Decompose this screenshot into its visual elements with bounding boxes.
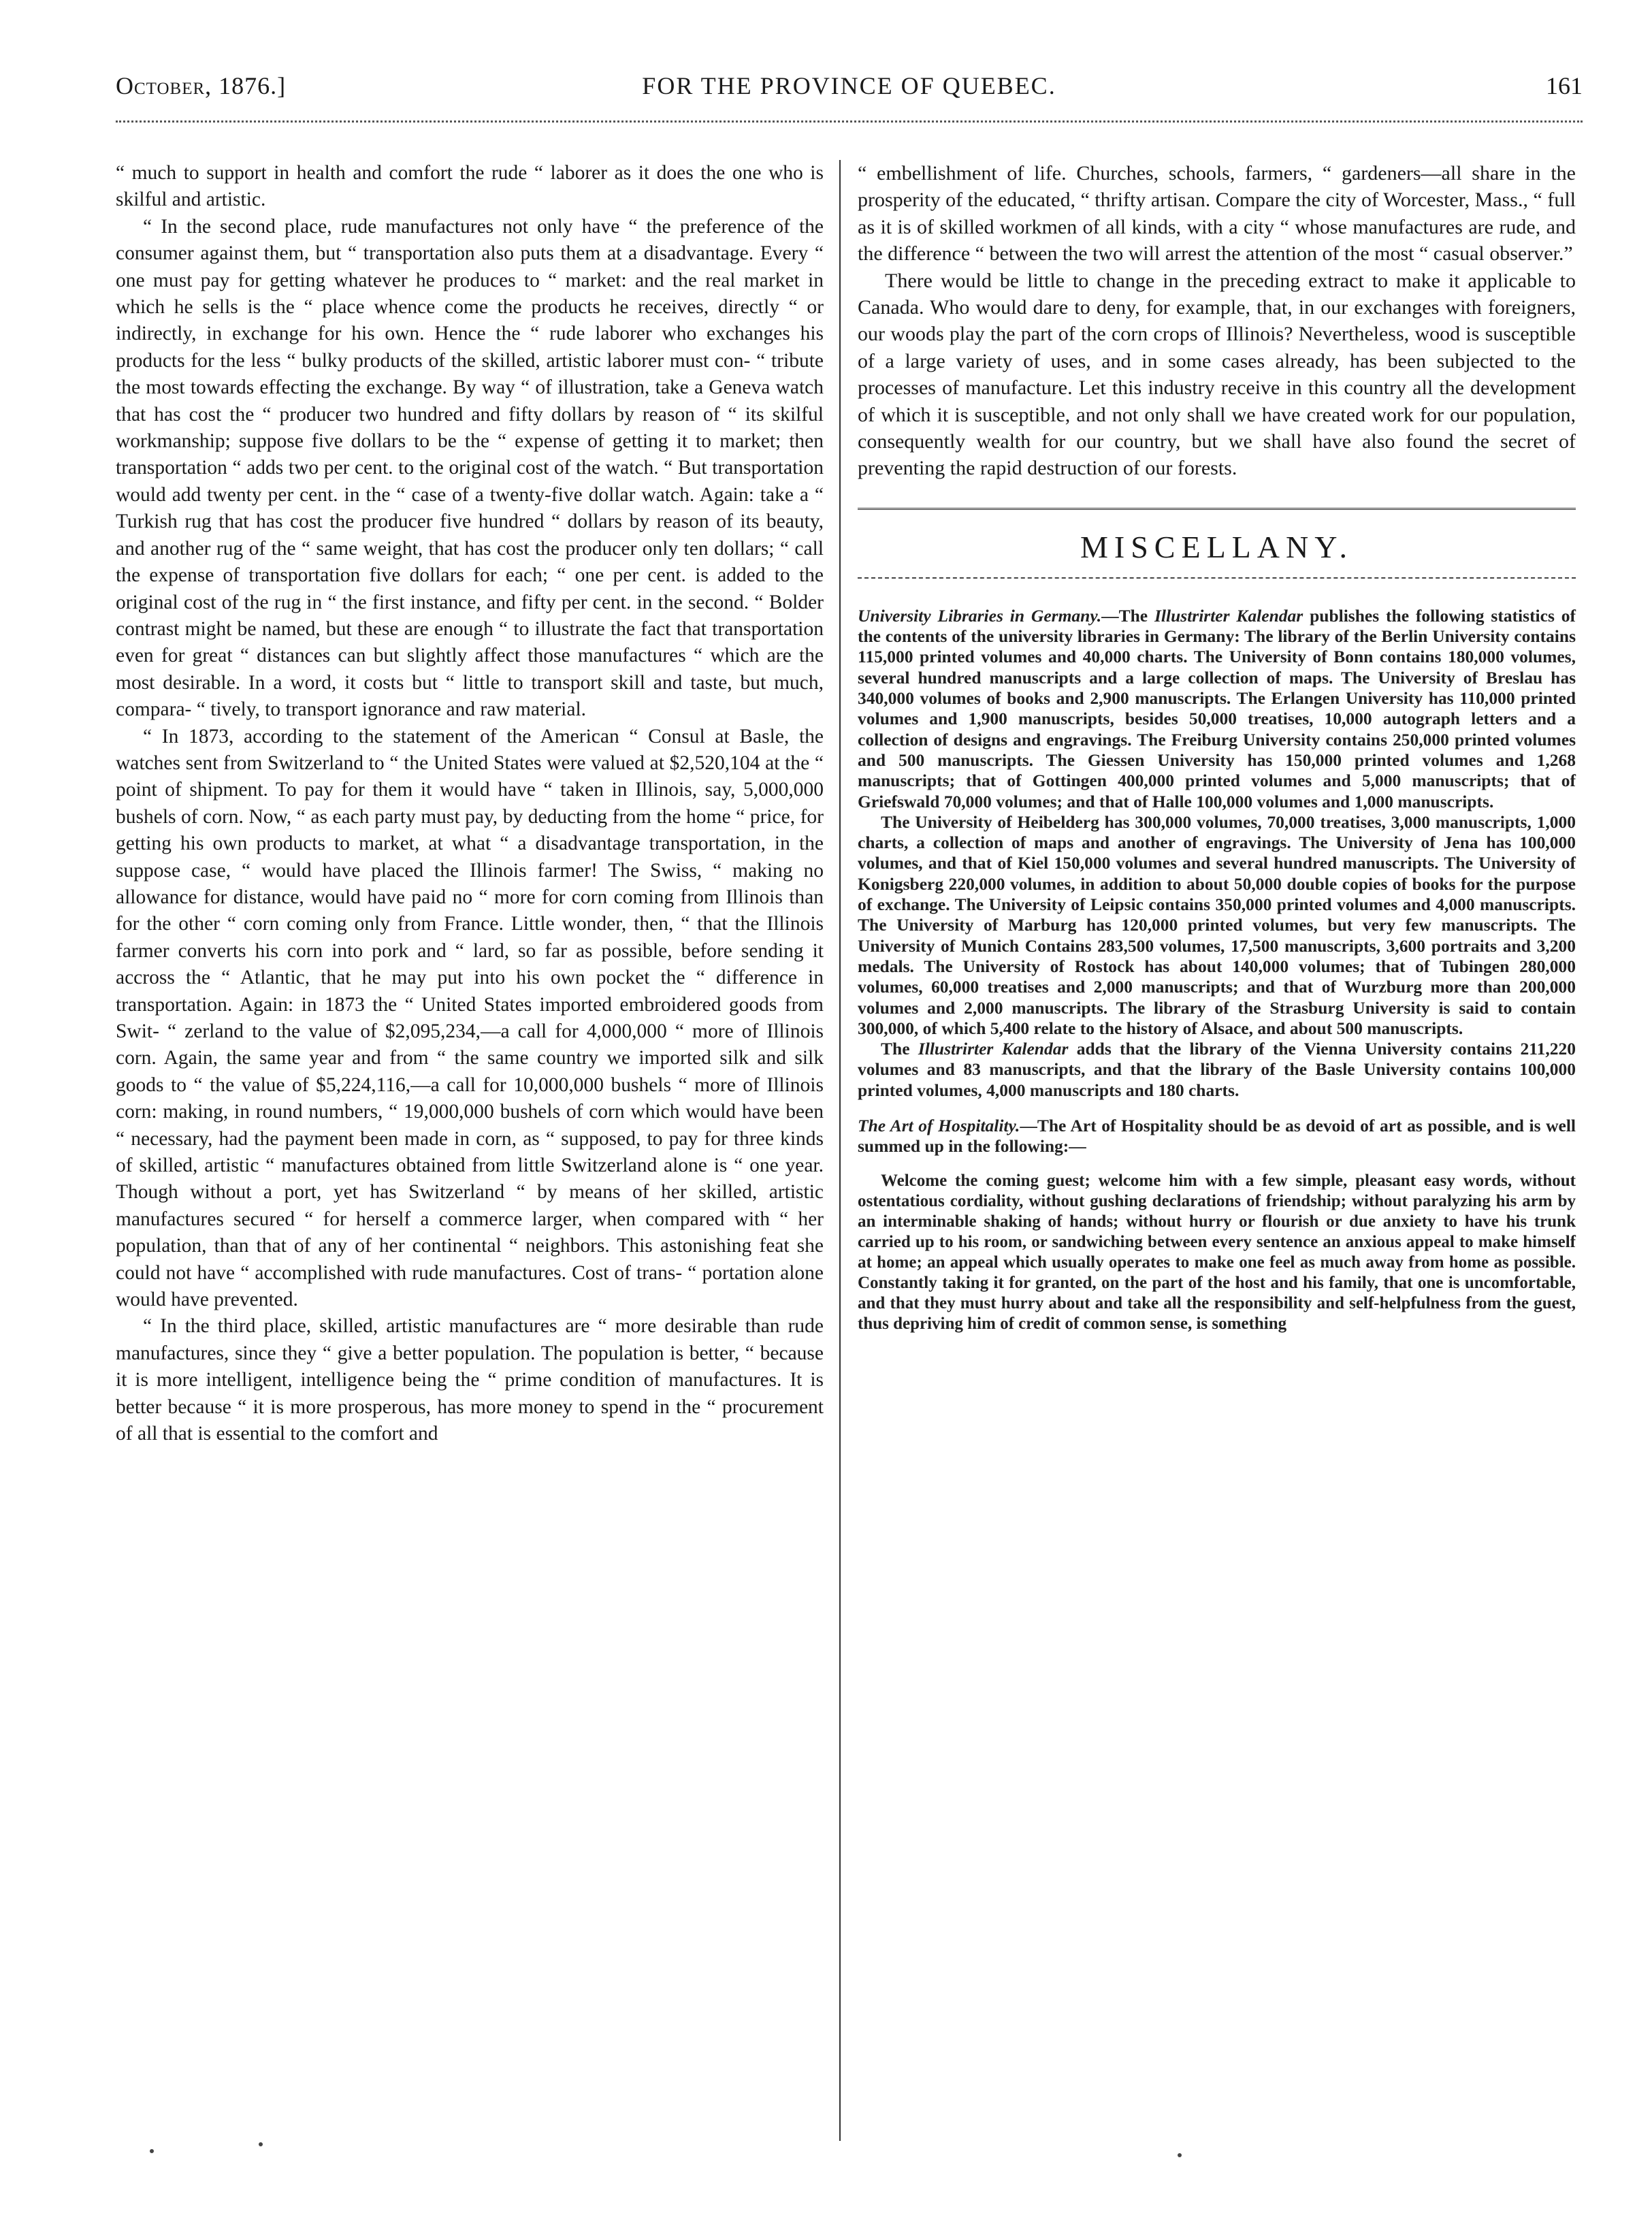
section-title: MISCELLANY. xyxy=(1080,529,1353,564)
libraries-paragraph-3 xyxy=(858,1039,1576,1101)
header-date: October, 1876.] xyxy=(116,72,287,99)
footer-dot xyxy=(1178,2153,1182,2157)
header-page-number: 161 xyxy=(1546,72,1583,99)
item-gap xyxy=(858,1101,1576,1116)
libraries-lead: —The xyxy=(1101,605,1148,626)
left-paragraph-3: “ In 1873, according to the statement of the American “ Consul at Basle, the watches sent from Switzerland to “ the United States were valued at $2,520,104 at the “ point of shipment. To pay for them it would have “ taken in Illinois, say, 5,000,000 bushels of corn. Now, “ as each party must pay, by deducting from the home “ price, for getting his own products to market, at what “ a disadvantage transportation, in the suppose case, “ would have placed the Illinois farmer! The Swiss, “ making no allowance for distance, would have paid no “ more for corn coming from Illinois than for the other “ corn coming only from France. Little wonder, then, “ that the Illinois farmer converts his corn into pork and “ lard, so far as possible, before sending it accross the “ Atlantic, that he may put into his own pocket the “ difference in transportation. Again: in 1873 the “ United States imported embroidered goods from Swit- “ zerland to the value of $2,095,234,—a call for 4,000,000 “ more of Illinois corn. Again, the same year and from “ the same country we imported silk and silk goods to “ the value of $5,224,116,—a call for 10,000,000 bushels “ more of Illinois corn: making, in round numbers, “ 19,000,000 bushels of corn which would have been “ necessary, had the payment been made in corn, as “ supposed, to pay for three kinds of skilled, artistic “ manufactures obtained from little Switzerland alone is “ one year. Though without a port, yet has Switzerland “ by means of her skilled, artistic manufactures secured “ for herself a commerce larger, when compared with “ her population, than that of any of her continental “ neighbors. This astonishing feat she could not have “ accomplished with rude manufactures. Cost of trans- “ portation alone would have prevented. xyxy=(116,725,824,1311)
libraries-source: Illustrirter Kalendar xyxy=(1154,605,1303,626)
footer-dot xyxy=(150,2149,154,2153)
page xyxy=(116,65,1583,2175)
hospitality-quote: Welcome the coming guest; welcome him with a few simple, pleasant easy words, without ostentatious cordiality, without gushing declarations of friendship; without paralyzing his arm by an interminable shaking of hands; without hurry or flourish or due anxiety to have his trunk carried up to his room, or sandwiching between every sentence an anxious appeal to make himself at home; an appeal which usually operates to make one feel as much away from home as possible. Constantly taking it for granted, on the part of the host and his family, that one is uncomfortable, and that they must hurry about and take all the responsibility and self-helpfulness from the guest, thus depriving him of credit of common sense, is something xyxy=(858,1171,1576,1333)
miscellany-item-libraries xyxy=(858,606,1576,1101)
left-paragraph-1: “ much to support in health and comfort the rude “ laborer as it does the one who is skilful and artistic. xyxy=(116,162,824,211)
libraries-text-3: adds that the library of the Vienna University contains 211,220 volumes and 83 manuscripts, and that the library of the Basle University contains 100,000 printed volumes, 4,000 manuscripts and 180 charts. xyxy=(858,1039,1576,1100)
left-paragraph-2: “ In the second place, rude manufactures not only have “ the preference of the consumer against them, but “ transportation also puts them at a disadvantage. Every “ one must pay for getting whatever he produces to “ market: and the real market in which he sells is the “ place whence come the products he receives, directly “ or indirectly, in exchange for his own. Hence the “ rude laborer who exchanges his products for the less “ bulky products of the skilled, artistic laborer must con- “ tribute the most towards effecting the exchange. By way “ of illustration, take a Geneva watch that has cost the “ producer two hundred and fifty dollars by reason of “ its skilful workmanship; suppose five dollars to be the “ expense of getting it to market; then transportation “ adds two per cent. to the original cost of the watch. “ But transportation would add twenty per cent. in the “ case of a twenty-five dollar watch. Again: take a “ Turkish rug that has cost the producer five hundred “ dollars by reason of its beauty, and another rug of the “ same weight, that has cost the producer only ten dollars; “ call the expense of transportation five dollars for each; “ one per cent. is added to the original cost of the rug in “ the first instance, and fifty per cent. in the second. “ Bolder contrast might be named, but these are enough “ to illustrate the fact that transportation even for great “ distances can but slightly affect those manufactures “ which are the most desirable. In a word, it costs but “ little to transport skill and taste, but much, compara- “ tively, to transport ignorance and raw material. xyxy=(116,215,824,721)
hospitality-title: The Art of Hospitality. xyxy=(858,1116,1020,1135)
libraries-text3-lead: The xyxy=(881,1039,910,1059)
libraries-paragraph-2: The University of Heibelderg has 300,000 volumes, 70,000 treatises, 3,000 manuscripts, 1,000 charts, a collection of maps and another of engravings. The University of Jena has 100,000 volumes, and that of Kiel 150,000 volumes and several hundred manuscripts. The University of Konigsberg 220,000 volumes, in addition to about 50,000 double copies of books for the purpose of exchange. The University of Leipsic contains 350,000 printed volumes and 4,000 manuscripts. The University of Marburg has 120,000 printed volumes, but very few manuscripts. The University of Munich Contains 283,500 volumes, 17,500 manuscripts, 3,600 portraits and 3,200 medals. The University of Rostock has about 140,000 volumes; that of Tubingen 280,000 volumes, 60,000 treatises and 2,000 manuscripts; and that of Wurzburg more than 200,000 volumes and 2,000 manuscripts. The library of the Strasburg University is said to contain 300,000, of which 5,400 relate to the history of Alsace, and about 500 manuscripts. xyxy=(858,811,1576,1038)
header-title: FOR THE PROVINCE OF QUEBEC. xyxy=(642,72,1056,99)
left-column xyxy=(116,160,824,1448)
right-column xyxy=(858,160,1576,1334)
libraries-text3-source: Illustrirter Kalendar xyxy=(918,1039,1069,1059)
footer-marks xyxy=(116,2148,1583,2168)
libraries-paragraph-1 xyxy=(858,606,1576,812)
section-underline xyxy=(858,577,1576,579)
miscellany-item-hospitality xyxy=(858,1116,1576,1334)
libraries-text-1: publishes the following statistics of the contents of the university libraries in Germany: The library of the Berlin University contains 115,000 printed volumes and 40,000 charts. The University of Bonn contains 180,000 volumes, several hundred manuscripts and a large collection of maps. The University of Breslau has 340,000 volumes of books and 2,900 manuscripts. The Erlangen University has 110,000 printed volumes and 1,900 manuscripts, besides 50,000 treatises, 10,000 autograph letters and a collection of designs and engravings. The Freiburg University contains 250,000 printed volumes and 500 manuscripts. The Giessen University has 150,000 printed volumes and 1,268 manuscripts; that of Gottingen 400,000 printed volumes and 5,000 manuscripts; that of Griefswald 70,000 volumes; and that of Halle 100,000 volumes and 1,000 manuscripts. xyxy=(858,605,1576,811)
page-header xyxy=(116,65,1583,106)
hospitality-text: —The Art of Hospitality should be as devoid of art as possible, and is well summed up in the following:— xyxy=(858,1116,1576,1157)
column-divider xyxy=(839,160,841,2141)
footer-dot xyxy=(259,2142,263,2146)
left-paragraph-4: “ In the third place, skilled, artistic manufactures are “ more desirable than rude manufactures, since they “ give a better population. The population is better, “ because it is more intelligent, intelligence being the “ prime condition of manufactures. It is better because “ it is more prosperous, has more money to spend in the “ procurement of all that is essential to the comfort and xyxy=(116,1315,824,1445)
hospitality-intro xyxy=(858,1116,1576,1157)
libraries-title: University Libraries in Germany. xyxy=(858,605,1102,626)
header-rule xyxy=(116,120,1583,123)
section-separator xyxy=(858,508,1576,510)
right-paragraph-2: There would be little to change in the preceding extract to make it applicable to Canada. Who would dare to deny, for example, that, in our exchanges with foreigners, our woods play the part of the corn crops of Illinois? Nevertheless, wood is susceptible of a large variety of uses, and in some cases already, has been subjected to the processes of manufacture. Let this industry receive in this country all the development of which it is susceptible, and not only shall we have created work for our population, consequently wealth for our country, but we shall have also found the secret of preventing the rapid destruction of our forests. xyxy=(858,269,1576,480)
article-continuation xyxy=(858,160,1576,482)
right-paragraph-1: “ embellishment of life. Churches, schools, farmers, “ gardeners—all share in the prosperity of the educated, “ thrifty artisan. Compare the city of Worcester, Mass., “ full as it is of skilled workmen of all kinds, with a city “ whose manufactures are rude, and the difference “ between the two will arrest the attention of the most “ casual observer.” xyxy=(858,162,1576,265)
